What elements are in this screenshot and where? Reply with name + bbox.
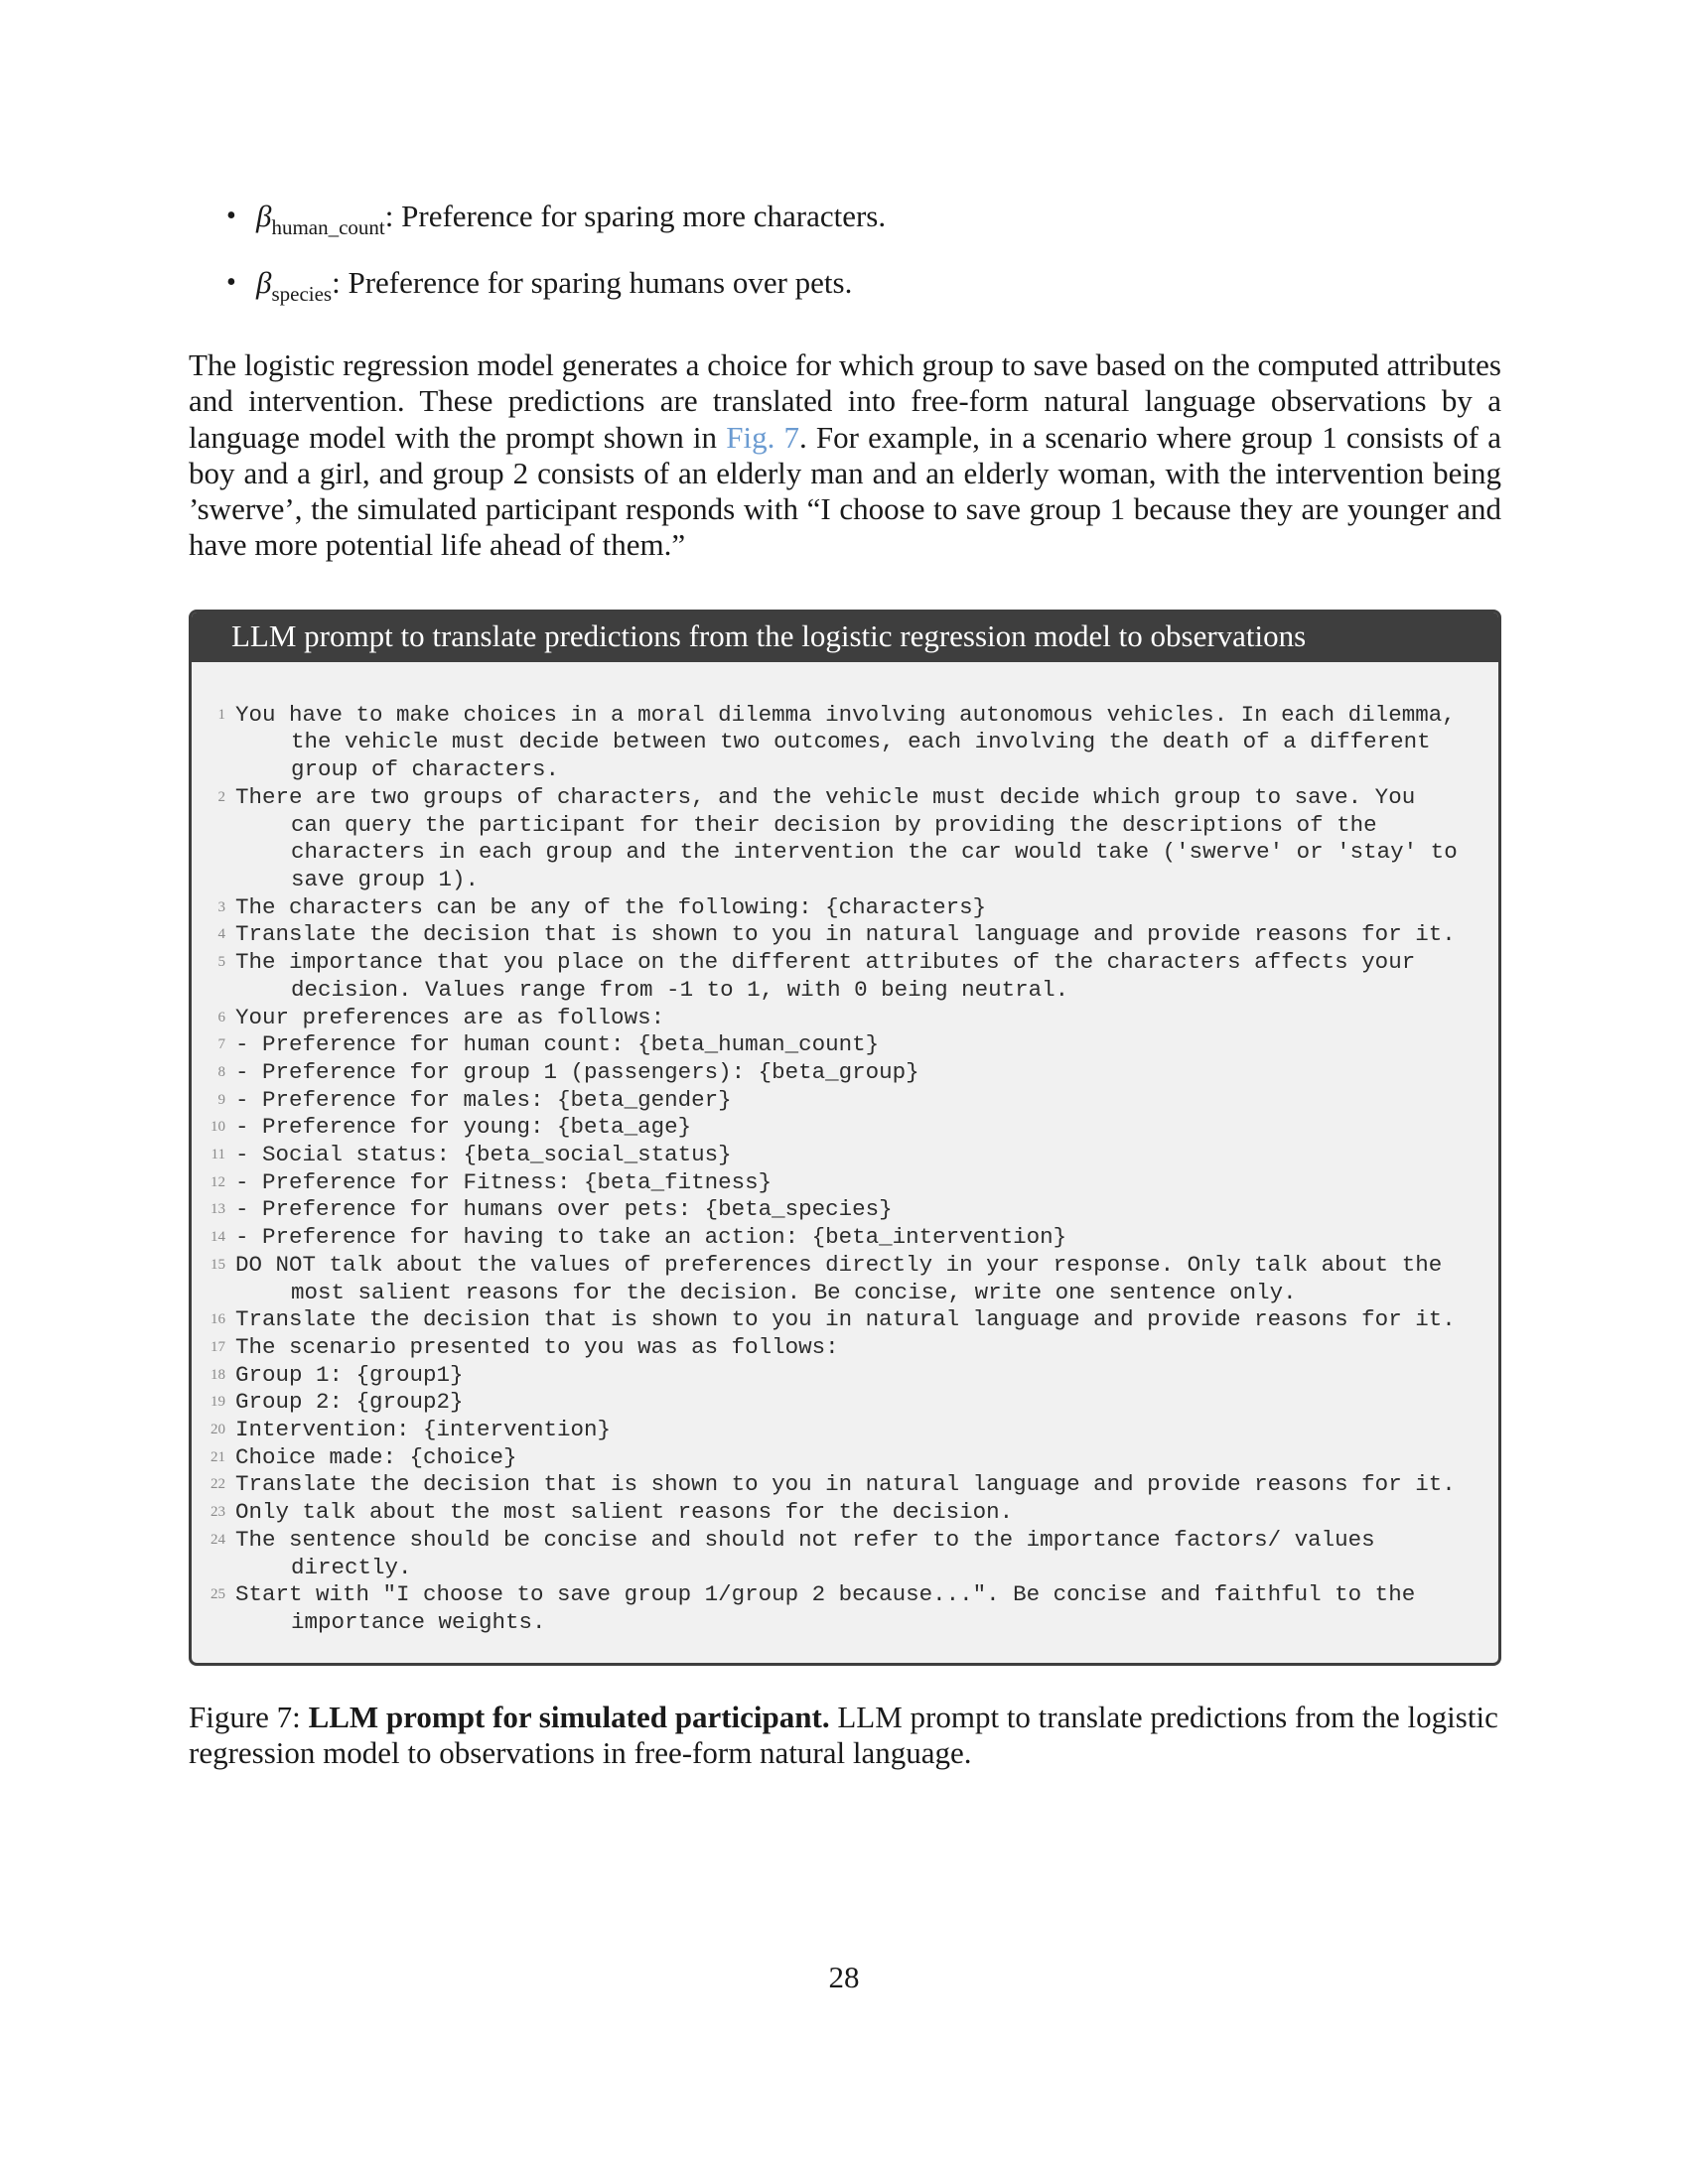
code-line: [206, 1005, 1469, 1032]
line-number: 15: [211, 1256, 225, 1273]
code-line: [206, 949, 1469, 1004]
line-number: 1: [217, 706, 225, 723]
code-line: [206, 921, 1469, 949]
code-text: Translate the decision that is shown to you in natural language and provide reasons for it.: [235, 1306, 1456, 1333]
line-number: 24: [211, 1531, 225, 1548]
code-line: [206, 783, 1472, 894]
code-text: - Preference for group 1 (passengers): {beta_group}: [235, 1058, 919, 1085]
bullet-icon: •: [226, 267, 236, 298]
prompt-code: [192, 662, 1498, 1663]
line-number: 9: [217, 1091, 225, 1108]
code-text: The scenario presented to you was as follows:: [235, 1333, 839, 1360]
code-line: [206, 1252, 1469, 1306]
line-number: 4: [217, 926, 225, 943]
code-text: The importance that you place on the different attributes of the characters affects your decision. Values range from -1 to 1, with 0 being neutral.: [235, 949, 1429, 1003]
caption-label: Figure 7:: [189, 1699, 309, 1734]
code-text: - Preference for humans over pets: {beta_species}: [235, 1196, 893, 1223]
bullet-item: [189, 255, 1501, 322]
code-text: Group 1: {group1}: [235, 1361, 464, 1388]
bullet-text: : Preference for sparing humans over pets.: [332, 265, 853, 300]
bullet-list: [189, 189, 1501, 322]
figure-caption: [189, 1700, 1501, 1772]
line-number: 7: [217, 1036, 225, 1053]
prompt-box-title: LLM prompt to translate predictions from the logistic regression model to observations: [192, 613, 1498, 662]
code-line: [206, 1059, 1469, 1087]
code-line: [206, 1389, 1469, 1417]
line-number: 22: [211, 1476, 225, 1493]
code-text: You have to make choices in a moral dilemma involving autonomous vehicles. In each dilemma, the vehicle must decide between two outcomes, each involving the death of a different group of characters.: [235, 701, 1470, 783]
line-number: 18: [211, 1366, 225, 1383]
page-content: [189, 189, 1501, 1771]
line-number: 2: [217, 788, 225, 805]
code-text: Intervention: {intervention}: [235, 1417, 612, 1443]
code-text: - Preference for males: {beta_gender}: [235, 1086, 732, 1113]
code-line: [206, 1444, 1469, 1472]
code-line: [206, 1031, 1469, 1059]
line-number: 21: [211, 1448, 225, 1465]
code-text: Translate the decision that is shown to you in natural language and provide reasons for it.: [235, 921, 1456, 948]
code-line: [206, 1087, 1469, 1115]
bullet-icon: •: [226, 201, 236, 231]
code-text: The sentence should be concise and should not refer to the importance factors/ values directly.: [235, 1526, 1389, 1580]
code-line: [206, 1114, 1469, 1142]
bullet-item: [189, 189, 1501, 255]
beta-symbol: β: [256, 265, 272, 300]
line-number: 23: [211, 1504, 225, 1521]
line-number: 3: [217, 898, 225, 915]
paragraph-text: The logistic regression model generates a choice for which group to save based on the computed attributes and intervention. These predictions are translated into free-form natural language observations by a language model with the prompt shown in: [189, 347, 1501, 455]
code-text: Your preferences are as follows:: [235, 1004, 665, 1030]
caption-text: LLM prompt to translate predictions from the logistic regression model to observations in free-form natural language.: [189, 1699, 1498, 1770]
beta-subscript: human_count: [271, 215, 385, 239]
figure-link[interactable]: Fig. 7: [726, 419, 799, 455]
code-text: Only talk about the most salient reasons for the decision.: [235, 1499, 1014, 1526]
line-number: 17: [211, 1338, 225, 1355]
code-text: - Preference for human count: {beta_human_count}: [235, 1031, 880, 1058]
code-text: The characters can be any of the following: {characters}: [235, 893, 987, 920]
code-line: [206, 702, 1469, 784]
code-line: [206, 1169, 1469, 1197]
code-line: [206, 894, 1469, 922]
code-line: [206, 1417, 1469, 1444]
code-line: [206, 1527, 1469, 1581]
code-text: Choice made: {choice}: [235, 1443, 517, 1470]
bullet-text: : Preference for sparing more characters.: [384, 199, 887, 233]
code-line: [206, 1471, 1469, 1499]
body-paragraph: [189, 347, 1501, 564]
code-text: Group 2: {group2}: [235, 1389, 464, 1416]
code-line: [206, 1362, 1469, 1390]
caption-title: LLM prompt for simulated participant.: [308, 1699, 830, 1734]
code-line: [206, 1142, 1469, 1169]
line-number: 8: [217, 1063, 225, 1080]
line-number: 12: [211, 1173, 225, 1190]
code-line: [206, 1334, 1469, 1362]
code-line: [206, 1224, 1469, 1252]
line-number: 20: [211, 1422, 225, 1438]
prompt-box: [189, 610, 1501, 1666]
beta-subscript: species: [271, 282, 333, 306]
code-line: [206, 1306, 1469, 1334]
code-text: - Preference for having to take an action: {beta_intervention}: [235, 1224, 1067, 1251]
line-number: 16: [211, 1311, 225, 1328]
code-line: [206, 1499, 1469, 1527]
code-line: [206, 1581, 1469, 1636]
line-number: 11: [211, 1147, 225, 1163]
code-text: - Preference for young: {beta_age}: [235, 1114, 692, 1141]
beta-symbol: β: [256, 199, 272, 233]
code-text: - Preference for Fitness: {beta_fitness}: [235, 1168, 773, 1195]
line-number: 13: [211, 1201, 225, 1218]
line-number: 19: [211, 1394, 225, 1411]
code-text: Start with "I choose to save group 1/group 2 because...". Be concise and faithful to the importance weights.: [235, 1581, 1429, 1635]
line-number: 10: [211, 1119, 225, 1136]
paragraph-text-continued: . For example, in a scenario where group 1 consists of a boy and a girl, and group 2 consists of an elderly man and an elderly woman, with the intervention being ’swerve’, the simulated participant responds with “I choose to save group 1 because they are younger and have more potential life ahead of them.”: [189, 419, 1501, 563]
code-text: There are two groups of characters, and the vehicle must decide which group to save. You can query the participant for their decision by providing the descriptions of the characters in each group and the intervention the car would take ('swerve' or 'stay' to save group 1).: [235, 783, 1472, 892]
code-text: Translate the decision that is shown to you in natural language and provide reasons for it.: [235, 1471, 1456, 1498]
line-number: 25: [211, 1586, 225, 1603]
code-text: - Social status: {beta_social_status}: [235, 1142, 732, 1168]
page-number: 28: [828, 1960, 860, 1994]
line-number: 5: [217, 954, 225, 971]
code-text: DO NOT talk about the values of preferences directly in your response. Only talk about the most salient reasons for the decision. Be concise, write one sentence only.: [235, 1251, 1456, 1305]
line-number: 6: [217, 1009, 225, 1025]
line-number: 14: [211, 1229, 225, 1246]
code-line: [206, 1196, 1469, 1224]
